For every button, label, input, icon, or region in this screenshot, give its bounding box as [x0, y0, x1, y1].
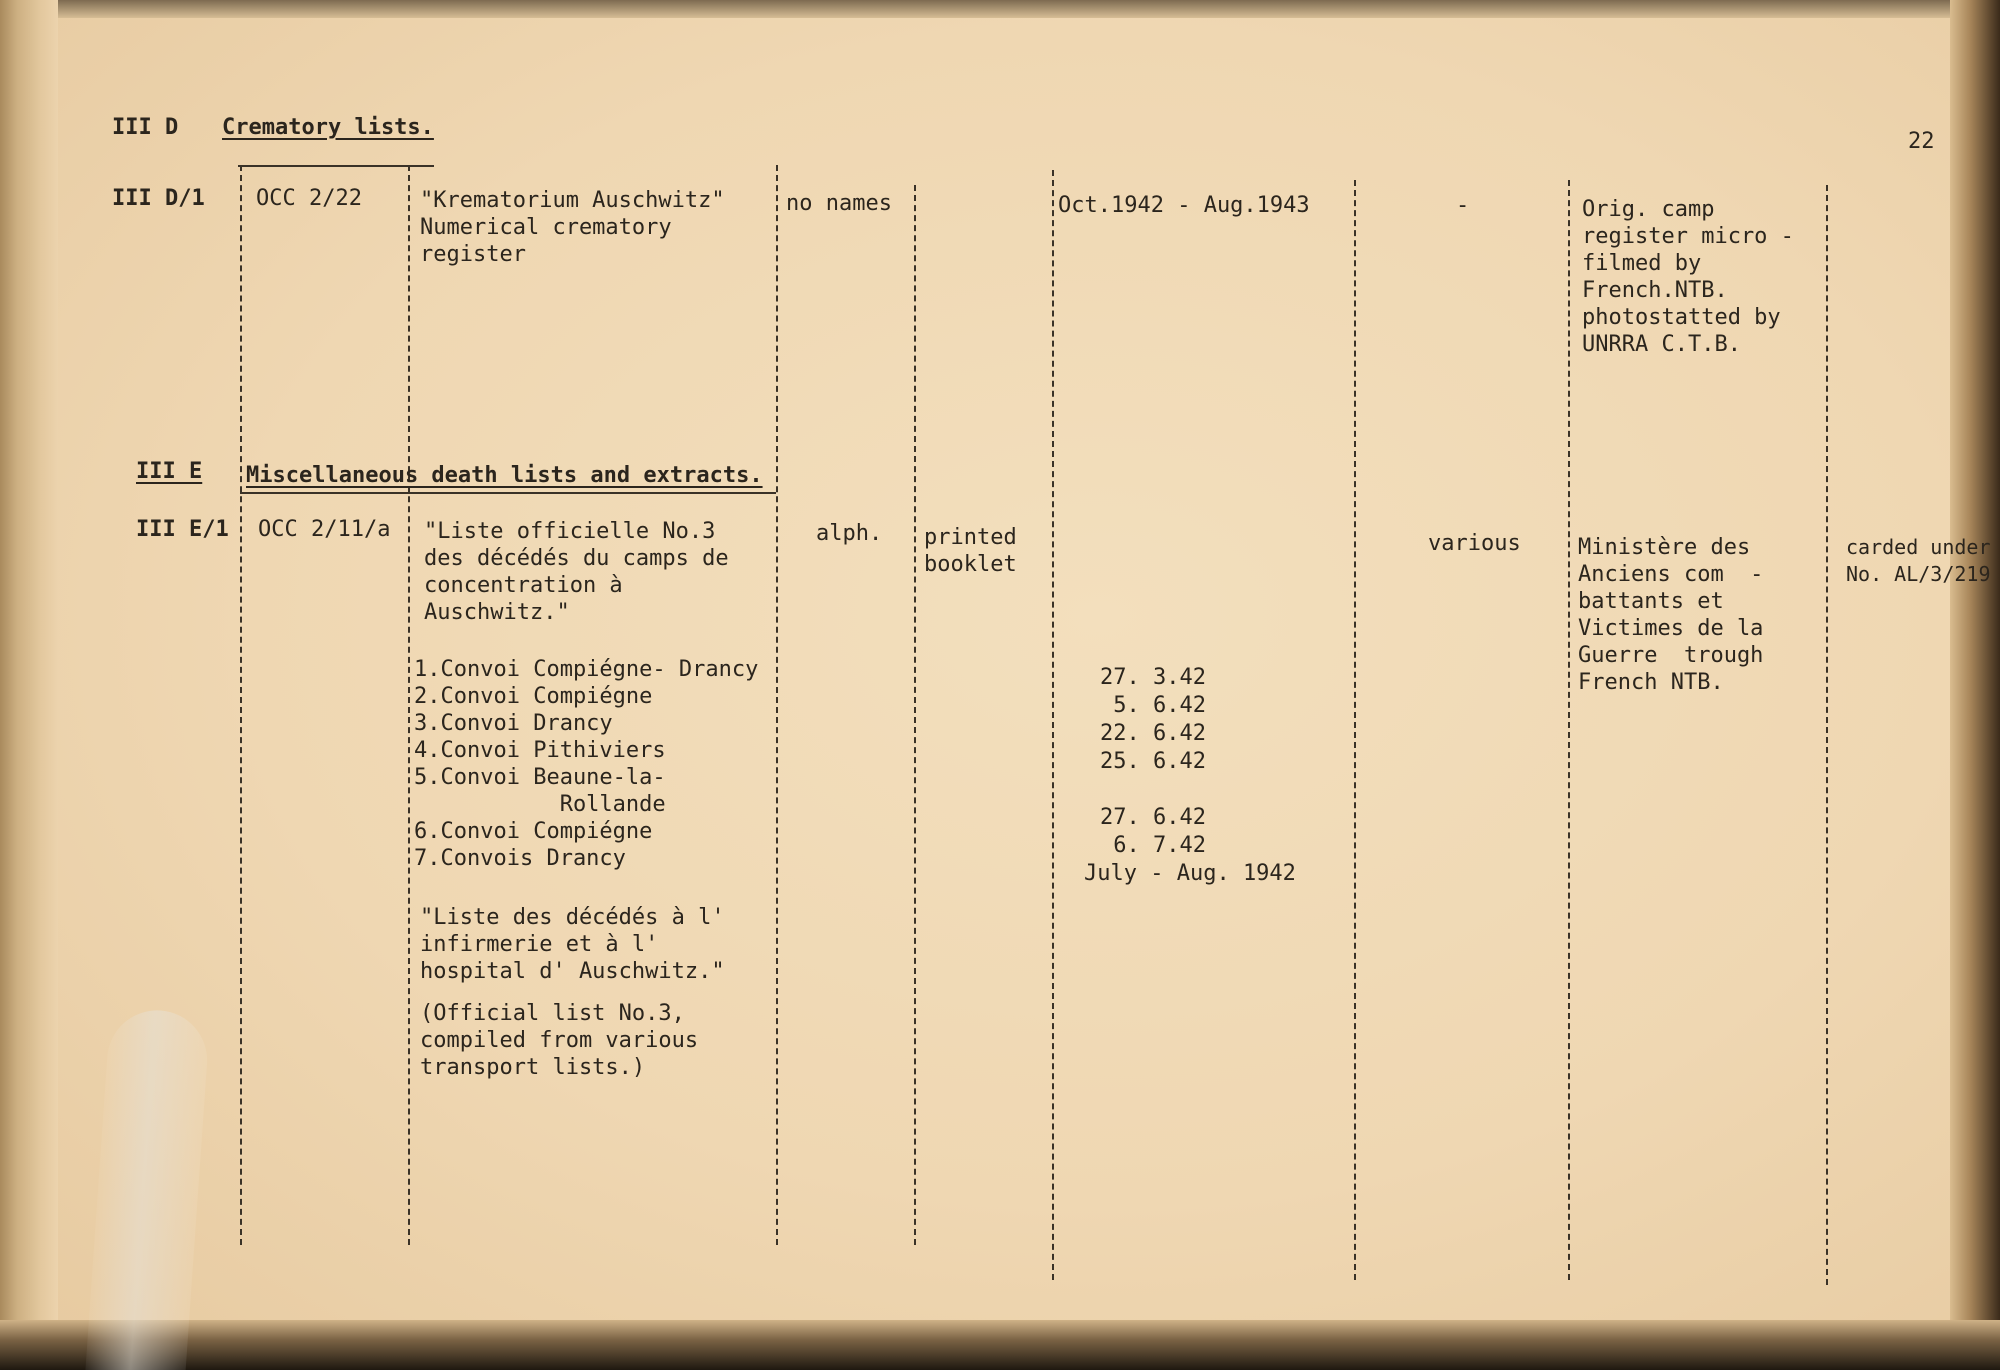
convoi-date: 6. 7.42: [1100, 833, 1206, 858]
convoi-item: 6.Convoi Compiégne: [414, 819, 653, 844]
convoi-item: Rollande: [414, 792, 666, 817]
entry-e1-code: III E/1: [136, 517, 229, 542]
convoi-date: July - Aug. 1942: [1084, 861, 1296, 886]
entry-e1-names: alph.: [816, 521, 883, 546]
convoi-date: 25. 6.42: [1100, 749, 1206, 774]
convoi-item: 1.Convoi Compiégne- Drancy: [414, 657, 759, 682]
entry-d1-code: III D/1: [112, 186, 205, 211]
column-divider-7: [1568, 180, 1570, 1280]
entry-d1-occ: OCC 2/22: [256, 186, 362, 211]
entry-d1-count: -: [1456, 193, 1470, 218]
light-glare: [81, 1007, 210, 1370]
convoi-date: 5. 6.42: [1100, 693, 1206, 718]
page-right-edge: [1950, 0, 2000, 1340]
book-binding: [0, 0, 58, 1340]
column-divider-4: [914, 185, 916, 1245]
page-bottom-edge: [0, 1320, 2000, 1370]
column-divider-2: [408, 165, 410, 1245]
column-divider-3: [776, 165, 778, 1245]
official-list-note: (Official list No.3, compiled from various transport lists.): [420, 1001, 699, 1080]
entry-e1-remarks: carded under No. AL/3/219: [1846, 535, 1991, 586]
convoi-date: 22. 6.42: [1100, 721, 1206, 746]
header-underline: [238, 165, 434, 167]
section-e-code: III E: [136, 459, 203, 484]
entry-e1-count: various: [1428, 531, 1521, 556]
page-top-edge: [0, 0, 2000, 18]
convoi-item: 4.Convoi Pithiviers: [414, 738, 666, 763]
entry-d1-title: "Krematorium Auschwitz" Numerical crematory register: [420, 188, 725, 267]
convoi-item: 5.Convoi Beaune-la-: [414, 765, 666, 790]
entry-e1-occ: OCC 2/11/a: [258, 517, 391, 542]
column-divider-8: [1826, 185, 1828, 1285]
column-divider-6: [1354, 180, 1356, 1280]
section-e-title: Miscellaneous death lists and extracts.: [246, 463, 763, 488]
infirmary-list-title: "Liste des décédés à l' infirmerie et à l' hospital d' Auschwitz.": [420, 905, 725, 984]
entry-e1-form: printed booklet: [924, 525, 1017, 577]
entry-e1-title: "Liste officielle No.3 des décédés du camps de concentration à Auschwitz.": [424, 519, 729, 625]
entry-d1-names: no names: [786, 191, 892, 216]
convoi-date: 27. 6.42: [1100, 805, 1206, 830]
convoi-item: 2.Convoi Compiégne: [414, 684, 653, 709]
column-divider-5: [1052, 170, 1054, 1280]
entry-e1-source: Ministère des Anciens com - battants et Victimes de la Guerre trough French NTB.: [1578, 535, 1764, 695]
entry-d1-source: Orig. camp register micro - filmed by French.NTB. photostatted by UNRRA C.T.B.: [1582, 197, 1794, 357]
convoi-item: 3.Convoi Drancy: [414, 711, 613, 736]
entry-d1-period: Oct.1942 - Aug.1943: [1058, 193, 1310, 218]
convoi-item: 7.Convois Drancy: [414, 846, 626, 871]
convoi-date: 27. 3.42: [1100, 665, 1206, 690]
section-code: III D: [112, 115, 179, 140]
section-e-underline: [240, 492, 776, 494]
page-number: 22: [1908, 129, 1935, 154]
column-divider-1: [240, 165, 242, 1245]
section-title: Crematory lists.: [222, 115, 434, 140]
